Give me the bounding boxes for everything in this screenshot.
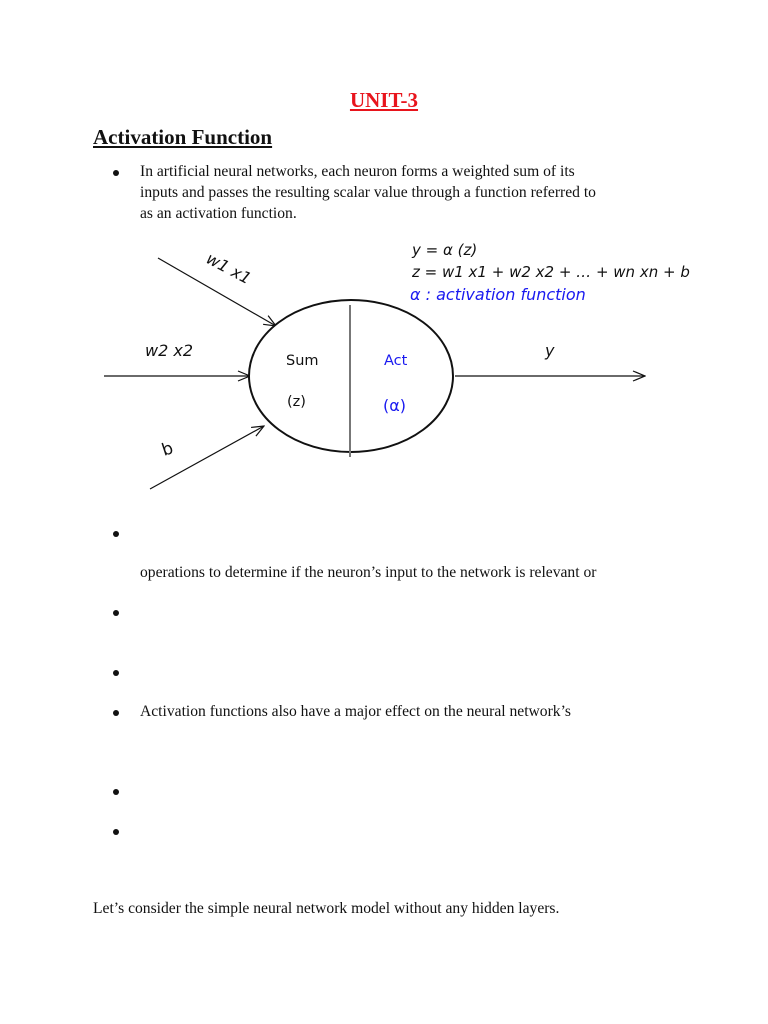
bullet-1-line-2: inputs and passes the resulting scalar value through a function referred to: [140, 184, 596, 201]
equation-y: y = α (z): [412, 241, 478, 259]
bullet-marker: [113, 710, 119, 716]
bullet-2-continuation: operations to determine if the neuron’s input to the network is relevant or: [140, 564, 597, 581]
sum-variable: (z): [287, 394, 306, 410]
bullet-marker: [113, 610, 119, 616]
bullet-5-line-1: Activation functions also have a major effect on the neural network’s: [140, 703, 571, 720]
act-label: Act: [384, 353, 408, 369]
bullet-marker: [113, 670, 119, 676]
label-w2x2: w2 x2: [145, 341, 193, 360]
bullet-1-line-1: In artificial neural networks, each neuron forms a weighted sum of its: [140, 163, 575, 180]
section-heading: Activation Function: [93, 125, 273, 149]
label-bias: b: [159, 438, 176, 461]
equation-z: z = w1 x1 + w2 x2 + … + wn xn + b: [412, 263, 690, 281]
sum-label: Sum: [286, 353, 319, 369]
unit-title: UNIT-3: [349, 88, 419, 112]
bullet-1-line-3: as an activation function.: [140, 205, 297, 222]
bullet-marker: [113, 829, 119, 835]
act-variable: (α): [383, 396, 407, 415]
bullet-marker: [113, 789, 119, 795]
label-w1x1: w1 x1: [203, 248, 255, 289]
alpha-definition: α : activation function: [410, 285, 586, 304]
bullet-marker: [113, 531, 119, 537]
closing-paragraph: Let’s consider the simple neural network model without any hidden layers.: [93, 900, 560, 917]
output-label: y: [545, 341, 555, 360]
